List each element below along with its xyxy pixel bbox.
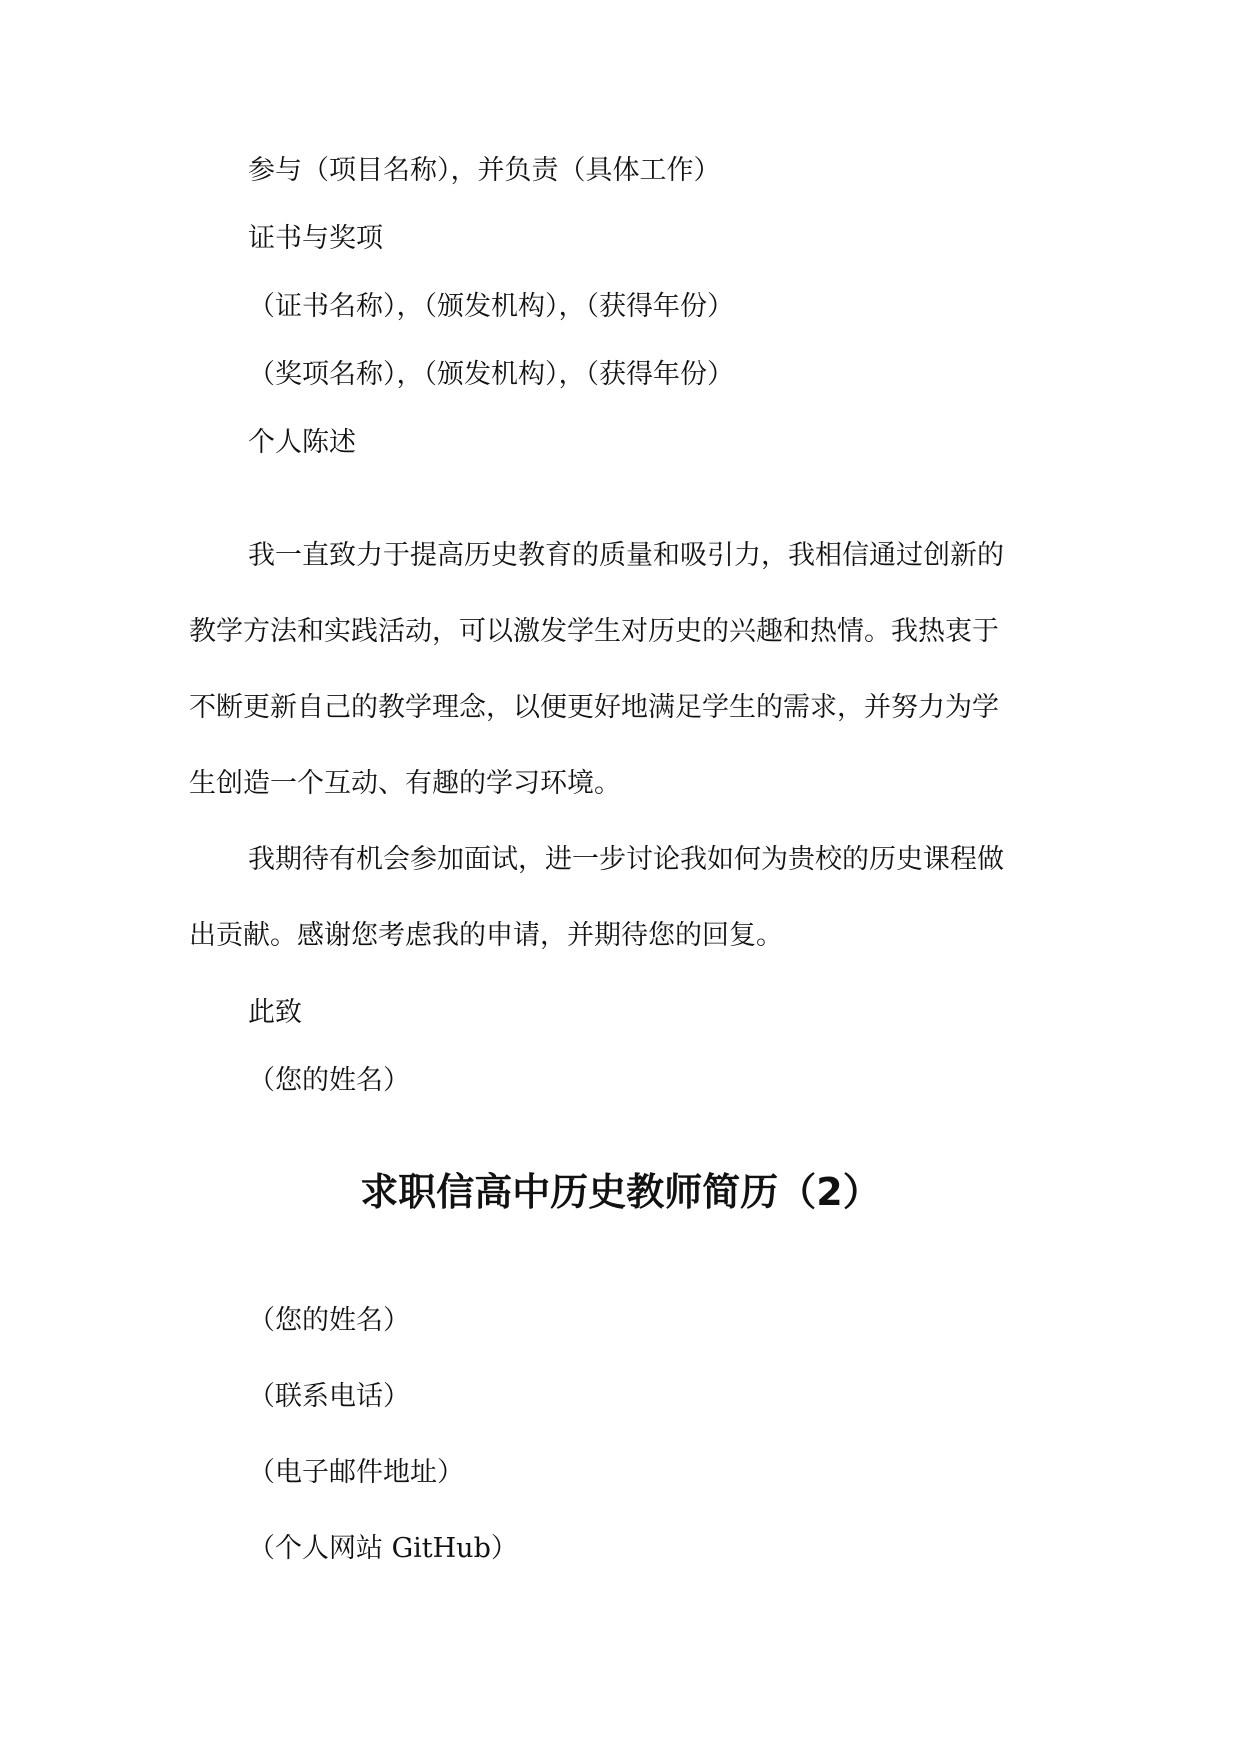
paragraph-line: 我期待有机会参加面试，进一步讨论我如何为贵校的历史课程做 — [248, 844, 1004, 875]
page-title: 求职信高中历史教师简历（2） — [360, 1170, 881, 1214]
paragraph-line: 我一直致力于提高历史教育的质量和吸引力，我相信通过创新的 — [248, 540, 1004, 571]
statement-heading: 个人陈述 — [248, 427, 356, 458]
paragraph-line: 出贡献。感谢您考虑我的申请，并期待您的回复。 — [189, 920, 783, 951]
project-line: 参与（项目名称），并负责（具体工作） — [248, 155, 721, 186]
paragraph-line: 不断更新自己的教学理念，以便更好地满足学生的需求，并努力为学 — [189, 692, 999, 723]
paragraph-line: 生创造一个互动、有趣的学习环境。 — [189, 768, 621, 799]
award-line: （奖项名称），（颁发机构），（获得年份） — [248, 359, 734, 390]
closing-line: 此致 — [248, 997, 302, 1028]
paragraph-line: 教学方法和实践活动，可以激发学生对历史的兴趣和热情。我热衷于 — [189, 616, 999, 647]
phone-line: （联系电话） — [248, 1381, 410, 1412]
website-line: （个人网站 GitHub） — [248, 1533, 518, 1564]
certificate-line: （证书名称），（颁发机构），（获得年份） — [248, 291, 734, 322]
name-line: （您的姓名） — [248, 1305, 410, 1336]
signature-line: （您的姓名） — [248, 1065, 410, 1096]
email-line: （电子邮件地址） — [248, 1457, 464, 1488]
certificates-heading: 证书与奖项 — [248, 223, 383, 254]
